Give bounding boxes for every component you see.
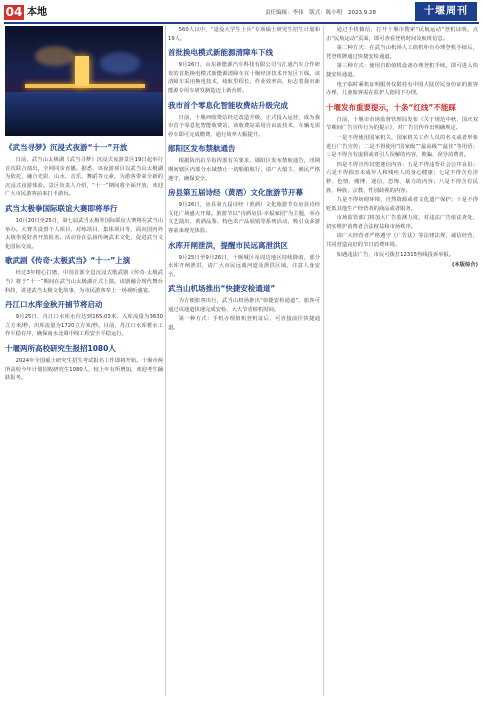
article-headline: 歌武剧《传奇·太极武当》“十一”上演 <box>5 256 131 266</box>
article-body: 第三种方式：使用自助值机设备办理登机手续，即可进入快捷安检通道。 <box>326 63 478 78</box>
masthead-logo: 十堰周刊 <box>415 2 477 21</box>
article-body: 请广大经营者严格遵守《广告法》等法律法规，诚信经营，共同营造良好的节日消费环境。 <box>326 233 478 249</box>
article-body: 日前，十堰西收费站经过改造升级，正式投入运营，成为我市首个零息化智能收费站。该收费站采用自由流技术，车辆无需停车即可完成缴费，通行效率大幅提升。 <box>168 114 320 138</box>
article-body: 日前，十堰市市场监督管理局发布《关于规范中秋、国庆双节期间广告宣传行为的提示》，对广告宣传作出明确规定。 <box>326 116 478 132</box>
article-body: 9月25日至9月26日，十堰城区及周边地区持续降雨，部分水库开闸泄洪，请广大市民远离河道及泄洪区域，注意人身安全。 <box>168 254 320 278</box>
column-3 <box>326 26 478 270</box>
article-headline: 武当山机场推出“快捷安检通道” <box>168 284 276 294</box>
article-body: 9月26日，房县第五届诗经（黄酒）文化旅游节在房县诗经文化广场盛大开幕。旅游节以“诗酒房县·幸福家园”为主题，举办文艺演出、黄酒品鉴、特色农产品展销等系列活动，吸引众多游客前来观光体验。 <box>168 202 320 234</box>
article-body: 第二种方式：在武当山机场人工值机柜台办理登机手续后，凭登机牌通过快捷安检通道。 <box>326 45 478 60</box>
article-body: 日前，武当山太极湖《武当寻梦》沉浸式夜游景区19日起举行首次联合演出，全网同步直播。据悉，该夜游项目以武当山太极湖为依托，融合光影、山水、音乐、舞蹈等元素，为游客带来全新的沉浸式夜游体验。景区负责人介绍，“十一”期间将全面开放，欢迎广大市民游客前来打卡游玩。 <box>5 157 163 198</box>
article-headline: 《武当寻梦》沉浸式夜游“十一”开放 <box>5 143 128 152</box>
editor-credit: 责任编辑：李伟 <box>265 10 304 16</box>
article-body: 9月25日，丹江口水库水位达到165.03米，入库流量为3630立方米/秒，出库流量为1720立方米/秒。目前，丹江口水库蓄水工作平稳有序，确保南水北调中线工程安全平稳运行。 <box>5 314 163 338</box>
article-body: 市场监管部门将加大广告监测力度，对违法广告依法查处，切实维护消费者合法权益和市场秩序。 <box>326 215 478 230</box>
column-2 <box>168 26 320 334</box>
article-body: 电子临时乘机证明服务仅限持有中国大陆居民身份证的旅客办理，儿童旅客需在监护人陪同下办理。 <box>326 81 478 97</box>
column-divider <box>165 26 166 696</box>
source-note: (本版综合) <box>451 262 478 269</box>
article-headline: 丹江口水库金秋开捕节将启动 <box>5 300 103 310</box>
article-body: 根据防汛抗旱指挥部有关要求，郧阳区发布禁航通告，汛期期间辖区内部分水域禁止一切船舶航行。请广大船主、渔民严格遵守，确保安全。 <box>168 158 320 182</box>
article-headline: 房县第五届诗经（黄酒）文化旅游节开幕 <box>168 188 303 198</box>
column-1 <box>5 138 163 384</box>
article-headline: 郧阳区发布禁航通告 <box>168 144 236 154</box>
section-title: 本地 <box>27 7 47 18</box>
page-number: 04 <box>5 5 23 19</box>
layout-credit: 版式：陈小明 <box>309 10 343 16</box>
article-body: 560人以中，“退役大学生士兵”专项硕士研究生招生计划和19人。 <box>168 27 320 42</box>
article-body: 九是不得妨碍环境、自然资源或者文化遗产保护；十是不得贬低其他生产经营者的商品或者服务。 <box>326 197 478 212</box>
issue-date: 2023.9.28 <box>348 10 377 16</box>
night-scene-photo <box>5 26 163 136</box>
page-header <box>0 0 483 20</box>
article-body: 四是不得宣传封建迷信内容；五是不得违背社会公序良俗；六是不得损害未成年人和残疾人的身心健康；七是不得含有淫秽、色情、赌博、迷信、恐怖、暴力的内容；八是不得含有民族、种族、宗教、性别歧视的内容。 <box>326 161 478 194</box>
article-headline: 十堰两所高校研究生报招1080人 <box>5 343 116 353</box>
photo-water <box>5 92 163 136</box>
header-rule <box>4 22 479 24</box>
article-body: 9月26日，山东新能源汽车科技有限公司与汇通汽车合作研发的首批换电模式新能源清障车在十堰经济技术开发区下线。该清障车采用换电技术，续航里程长，作业效率高，标志着我市新能源专用车研发制造迈上新台阶。 <box>168 62 320 94</box>
article-headline: 首批换电模式新能源清障车下线 <box>168 48 273 58</box>
article-body: 经过3年精心打磨，中国首部全息沉浸式歌武剧《传奇·太极武当》将于“十一”期间在武当山太极湖正式上演。该剧融合现代舞台科技，讲述武当太极文化故事，为市民游客奉上一场视听盛宴。 <box>5 270 163 294</box>
article-body: 如遇违法广告，市民可拨打12315热线投诉举报。 <box>336 251 455 258</box>
column-divider <box>323 26 324 696</box>
article-body: 2024年全国硕士研究生招生考试报名工作即将开始。十堰市两所高校今年计划招收研究生1080人，较上年有所增加，欢迎考生踊跃报考。 <box>5 357 163 382</box>
article-headline: 十堰发布重要提示，十条“红线”不能踩 <box>326 102 456 112</box>
article-headline: 我市首个零息化智能收费站升级完成 <box>168 100 288 110</box>
article-body: 10月20日至25日，第七届武当太极拳国际联谊大赛将在武当山举办。大赛共设置个人项目、对练项目、集体项目等，面向国内外太极拳爱好者开放报名。活动旨在弘扬传统武术文化，促进武当文化国际交流。 <box>5 217 163 250</box>
article-headline: 武当太极拳国际联谊大赛即将举行 <box>5 203 118 213</box>
article-headline: 水库开闸泄洪，提醒市民远离泄洪区 <box>168 240 288 250</box>
article-body: 第一种方式：手机办理值机登机证后，可直接前往快捷通道。 <box>168 316 320 332</box>
photo-tower <box>75 56 89 86</box>
article-body: 为方便旅客出行，武当山机场推出“快捷安检通道”，旅客可通过该通道快速完成安检，大大节省候机时间。 <box>168 298 320 313</box>
article-body: 一是不得使用国家机关、国家机关工作人员的名义或者形象进行广告宣传；二是不得使用“国家级”“最高级”“最佳”等用语；三是不得含有虚假或者引人误解的内容，欺骗、误导消费者。 <box>326 134 478 159</box>
article-body: 通过手机微信，打开十堰市搜索“民航运动”登机证明。点击“民航运动”页面，即可查看登机时间及航班信息。 <box>326 27 478 42</box>
photo-glow <box>35 46 75 66</box>
editorial-meta <box>265 9 380 17</box>
photo-glow <box>100 52 140 74</box>
